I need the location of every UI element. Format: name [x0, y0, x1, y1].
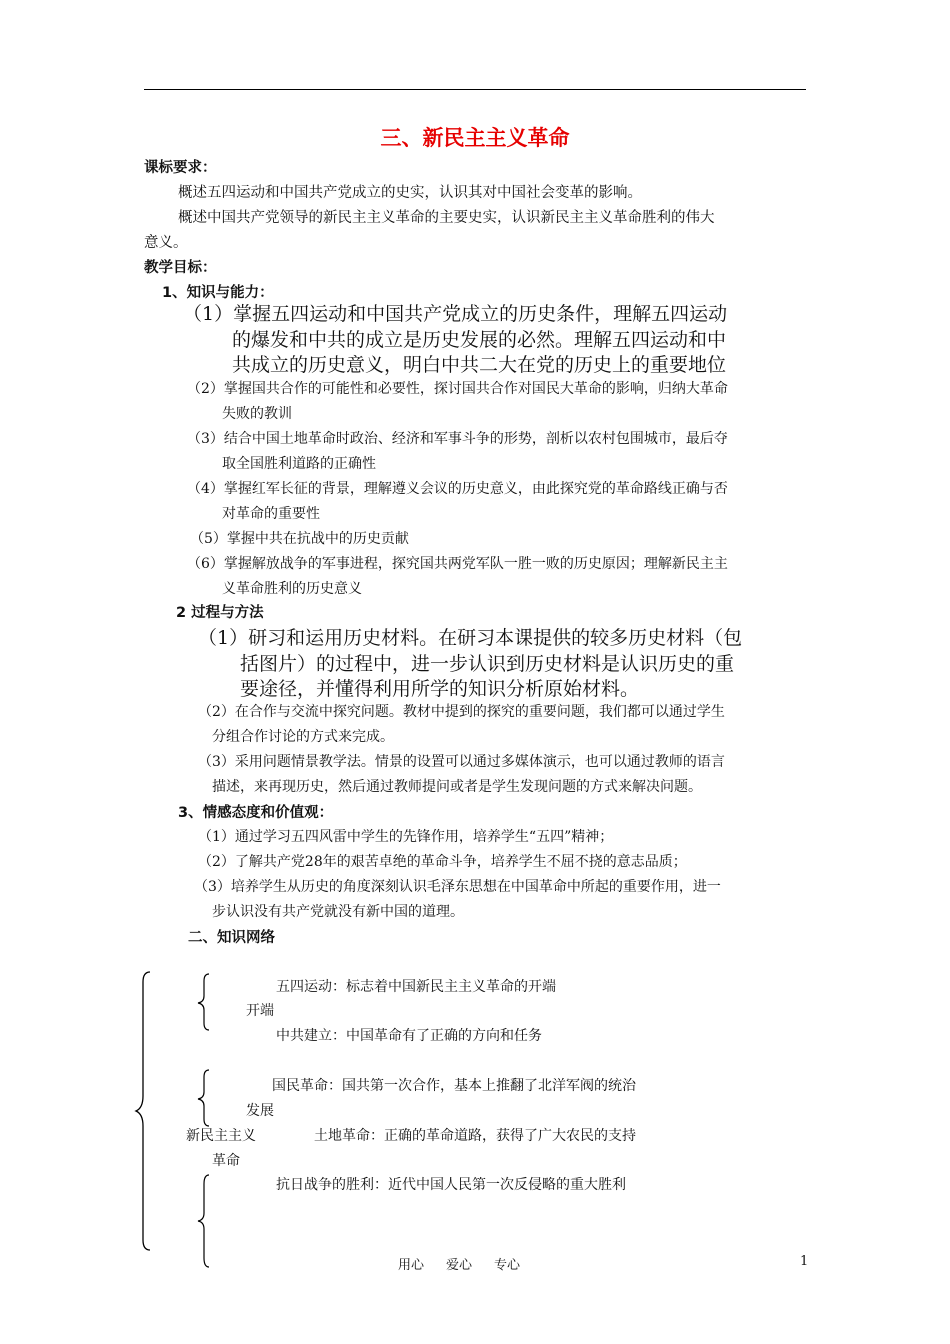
header-rule: [144, 89, 806, 90]
root-label-line-2: 革命: [212, 1153, 240, 1169]
av-item-3-line-2: 步认识没有共产党就没有新中国的道理。: [212, 904, 464, 920]
pm-item-1-line-1: （1）研习和运用历史材料。在研习本课提供的较多历史材料（包: [198, 627, 743, 649]
av-item-1: （1）通过学习五四风雷中学生的先锋作用，培养学生“五四”精神；: [198, 829, 614, 845]
develop-brace-icon: [194, 1068, 214, 1128]
curriculum-line-1: 概述五四运动和中国共产党成立的史实，认识其对中国社会变革的影响。: [178, 185, 642, 201]
ka-item-4-line-2: 对革命的重要性: [222, 506, 320, 522]
develop-item-1: 国民革命：国共第一次合作，基本上推翻了北洋军阀的统治: [272, 1078, 636, 1094]
curriculum-heading: 课标要求：: [144, 160, 217, 176]
ka-item-1-line-1: （1）掌握五四运动和中国共产党成立的历史条件，理解五四运动: [183, 303, 728, 325]
pm-item-2-line-1: （2）在合作与交流中探究问题。教材中提到的探究的重要问题，我们都可以通过学生: [198, 704, 725, 720]
ka-item-1-line-2: 的爆发和中共的成立是历史发展的必然。理解五四运动和中: [232, 329, 727, 351]
footer-motto-2: 爱心: [446, 1258, 473, 1273]
curriculum-line-2: 概述中国共产党领导的新民主主义革命的主要史实，认识新民主主义革命胜利的伟大: [178, 210, 715, 226]
victory-item: 抗日战争的胜利：近代中国人民第一次反侵略的重大胜利: [276, 1177, 626, 1193]
curriculum-line-2-cont: 意义。: [144, 235, 188, 251]
victory-brace-icon: [194, 1173, 214, 1269]
knowledge-ability-heading: 1、知识与能力：: [162, 285, 274, 301]
ka-item-6-line-1: （6）掌握解放战争的军事进程，探究国共两党军队一胜一败的历史原因；理解新民主主: [187, 556, 728, 572]
page-title: 三、新民主主义革命: [380, 126, 570, 150]
footer-motto-3: 专心: [494, 1258, 521, 1273]
objectives-heading: 教学目标：: [144, 260, 217, 276]
av-item-3-line-1: （3）培养学生从历史的角度深刻认识毛泽东思想在中国革命中所起的重要作用，进一: [194, 879, 721, 895]
start-brace-icon: [194, 972, 214, 1032]
knowledge-network-heading: 二、知识网络: [188, 930, 275, 946]
ka-item-5: （5）掌握中共在抗战中的历史贡献: [190, 531, 409, 547]
pm-item-3-line-2: 描述，来再现历史，然后通过教师提问或者是学生发现问题的方式来解决问题。: [212, 779, 702, 795]
start-item-2: 中共建立：中国革命有了正确的方向和任务: [276, 1028, 542, 1044]
ka-item-2-line-1: （2）掌握国共合作的可能性和必要性，探讨国共合作对国民大革命的影响，归纳大革命: [187, 381, 728, 397]
process-method-heading: 2 过程与方法: [176, 605, 264, 621]
pm-item-2-line-2: 分组合作讨论的方式来完成。: [212, 729, 394, 745]
pm-item-1-line-2: 括图片）的过程中，进一步认识到历史材料是认识历史的重: [240, 653, 735, 675]
av-item-2: （2）了解共产党28年的艰苦卓绝的革命斗争，培养学生不屈不挠的意志品质；: [198, 854, 687, 870]
ka-item-2-line-2: 失败的教训: [222, 406, 292, 422]
develop-label: 发展: [246, 1103, 274, 1119]
footer-motto-1: 用心: [398, 1258, 425, 1273]
develop-item-2: 土地革命：正确的革命道路，获得了广大农民的支持: [314, 1128, 636, 1144]
root-brace-icon: [130, 970, 160, 1252]
root-label-line-1: 新民主主义: [186, 1128, 256, 1144]
ka-item-3-line-1: （3）结合中国土地革命时政治、经济和军事斗争的形势，剖析以农村包围城市，最后夺: [187, 431, 728, 447]
ka-item-6-line-2: 义革命胜利的历史意义: [222, 581, 362, 597]
pm-item-3-line-1: （3）采用问题情景教学法。情景的设置可以通过多媒体演示，也可以通过教师的语言: [198, 754, 725, 770]
pm-item-1-line-3: 要途径，并懂得利用所学的知识分析原始材料。: [240, 678, 640, 700]
ka-item-1-line-3: 共成立的历史意义，明白中共二大在党的历史上的重要地位: [232, 354, 727, 376]
start-label: 开端: [246, 1003, 274, 1019]
start-item-1: 五四运动：标志着中国新民主主义革命的开端: [276, 979, 556, 995]
page-number: 1: [800, 1254, 809, 1269]
ka-item-4-line-1: （4）掌握红军长征的背景，理解遵义会议的历史意义，由此探究党的革命路线正确与否: [187, 481, 728, 497]
attitude-values-heading: 3、情感态度和价值观：: [178, 805, 334, 821]
ka-item-3-line-2: 取全国胜利道路的正确性: [222, 456, 376, 472]
